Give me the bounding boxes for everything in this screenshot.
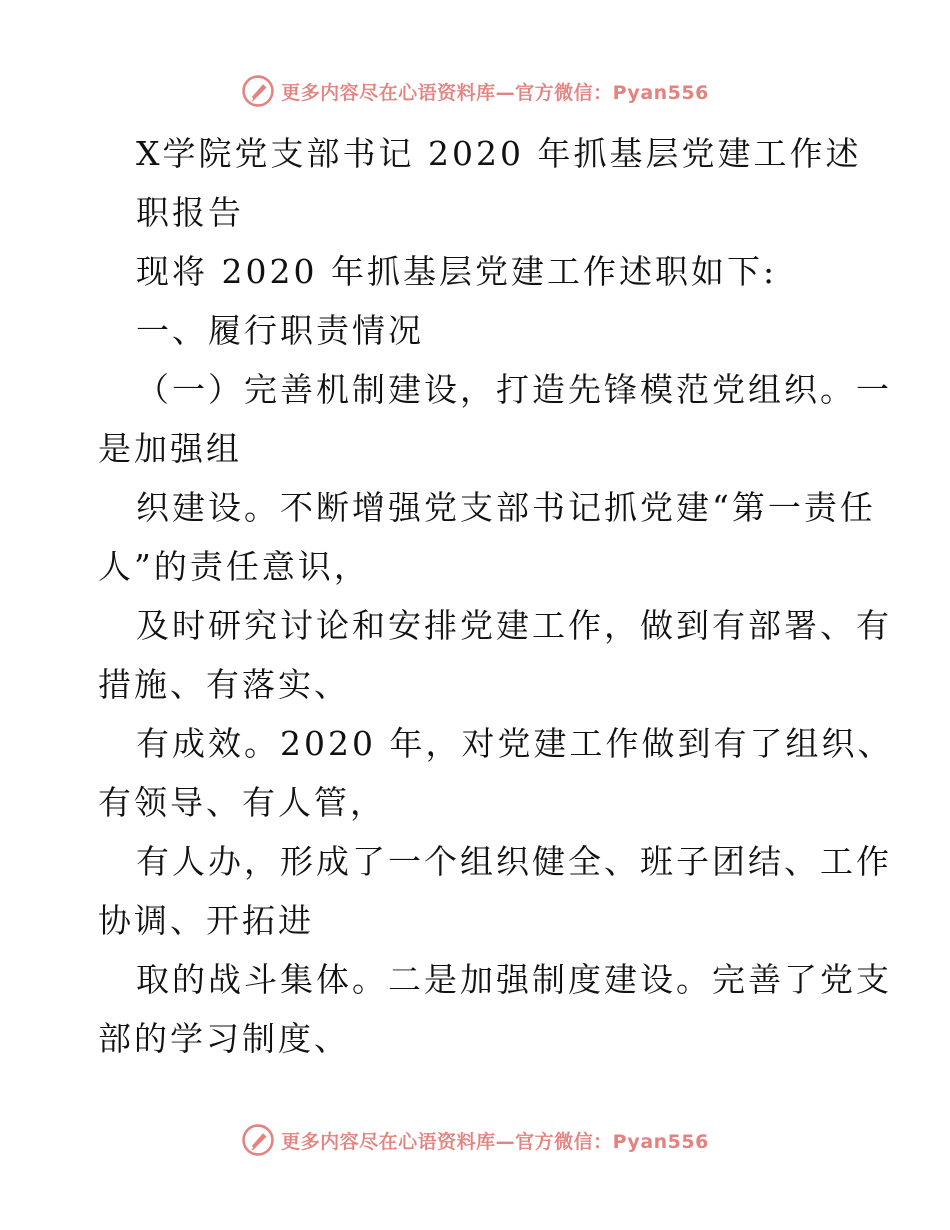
paragraph-line: 部的学习制度、 [98, 1019, 350, 1058]
paragraph-line: 人”的责任意识， [98, 547, 370, 586]
pen-logo-icon [241, 1123, 275, 1157]
watermark-footer [0, 1118, 950, 1162]
watermark-text: 更多内容尽在心语资料库—官方微信：Pyan556 [281, 1130, 709, 1153]
paragraph-line: 取的战斗集体。二是加强制度建设。完善了党支 [136, 960, 892, 999]
paragraph-line: 有人办，形成了一个组织健全、班子团结、工作 [136, 842, 892, 881]
section-heading: 一、履行职责情况 [136, 311, 424, 350]
watermark-header [0, 69, 950, 113]
title-line-2: 职报告 [136, 193, 244, 232]
document-body [98, 124, 894, 1068]
paragraph-line: （一）完善机制建设，打造先锋模范党组织。一 [136, 370, 892, 409]
paragraph-line: 织建设。不断增强党支部书记抓党建“第一责任 [136, 488, 876, 527]
paragraph-line: 协调、开拓进 [98, 901, 314, 940]
paragraph-line: 有成效。2020 年，对党建工作做到有了组织、 [136, 724, 894, 763]
watermark-text: 更多内容尽在心语资料库—官方微信：Pyan556 [281, 81, 709, 104]
paragraph-line: 是加强组 [98, 429, 242, 468]
paragraph-line: 措施、有落实、 [98, 665, 350, 704]
paragraph-line: 现将 2020 年抓基层党建工作述职如下: [136, 252, 778, 291]
title-line-1: X学院党支部书记 2020 年抓基层党建工作述 [136, 134, 862, 173]
paragraph-line: 有领导、有人管， [98, 783, 386, 822]
paragraph-line: 及时研究讨论和安排党建工作，做到有部署、有 [136, 606, 892, 645]
pen-logo-icon [241, 74, 275, 108]
